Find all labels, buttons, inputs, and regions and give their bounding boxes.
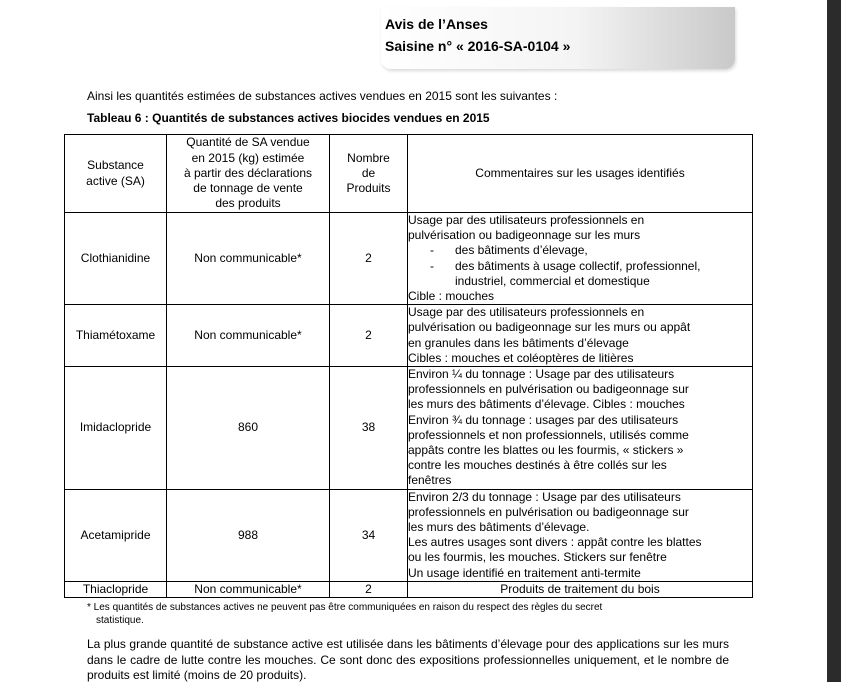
cell-substance: Acetamipride: [65, 489, 167, 581]
table-row: [65, 367, 753, 490]
table-footnote: * Les quantités de substances actives ne peuvent pas être communiquées en raison du respect des règles du secret statistique.: [87, 602, 603, 626]
header-comments: Commentaires sur les usages identifiés: [408, 135, 753, 213]
viewer-background-strip: [827, 0, 841, 682]
cell-substance: Thiaclopride: [65, 581, 167, 597]
cell-quantity: Non communicable*: [167, 581, 330, 597]
table-row: [65, 581, 753, 597]
cell-quantity: Non communicable*: [167, 305, 330, 367]
table-row: [65, 305, 753, 367]
body-paragraph: La plus grande quantité de substance active est utilisée dans les bâtiments d’élevage pour des applications sur les murs dans le cadre de lutte contre les mouches. Ce sont donc des expositions professionnelles uniquement, et le nombre de produits est limité (moins de 20 produits).: [87, 637, 729, 682]
cell-count: 2: [330, 581, 408, 597]
list-item-continuation: industriel, commercial et domestique: [455, 273, 650, 288]
table-header-row: [65, 135, 753, 213]
intro-text: Ainsi les quantités estimées de substances actives vendues en 2015 sont les suivantes :: [87, 89, 558, 103]
cell-quantity: 988: [167, 489, 330, 581]
list-item: - des bâtiments d’élevage,: [430, 243, 588, 258]
table-row: [65, 489, 753, 581]
cell-comment: Environ ¼ du tonnage : Usage par des utilisateurs professionnels en pulvérisation ou badigeonnage sur les murs des bâtiments d’élevage. Cibles : mouches Environ ¾ du tonnage : usages par des utilisateurs professionnels et non professionnels, utilisés comme appâts contre les blattes ou les fourmis, « stickers » contre les mouches destinés à être collés sur les fenêtres: [408, 367, 753, 490]
table-caption: Tableau 6 : Quantités de substances actives biocides vendues en 2015: [87, 111, 490, 125]
cell-count: 2: [330, 213, 408, 305]
cell-quantity: 860: [167, 367, 330, 490]
cell-substance: Imidaclopride: [65, 367, 167, 490]
cell-comment: Produits de traitement du bois: [408, 581, 753, 597]
header-substance: Substance active (SA): [65, 135, 167, 213]
header-box: [381, 7, 735, 69]
header-title: Avis de l’Anses: [385, 16, 488, 32]
cell-substance: Thiamétoxame: [65, 305, 167, 367]
cell-quantity: Non communicable*: [167, 213, 330, 305]
cell-count: 34: [330, 489, 408, 581]
cell-substance: Clothianidine: [65, 213, 167, 305]
cell-comment: Usage par des utilisateurs professionnels en pulvérisation ou badigeonnage sur les murs ou appât en granules dans les bâtiments d’élevage Cibles : mouches et coléoptères de litières: [408, 305, 753, 367]
cell-count: 2: [330, 305, 408, 367]
cell-comment: Environ 2/3 du tonnage : Usage par des utilisateurs professionnels en pulvérisation ou badigeonnage sur les murs des bâtiments d’élevage. Les autres usages sont divers : appât contre les blattes ou les fourmis, les mouches. Stickers sur fenêtre Un usage identifié en traitement anti-termite: [408, 489, 753, 581]
cell-count: 38: [330, 367, 408, 490]
table-row: [65, 213, 753, 305]
cell-comment: Usage par des utilisateurs professionnels en pulvérisation ou badigeonnage sur les murs - des bâtiments d’élevage, - des bâtiments à usage collectif, professionnel, industriel, commercial et domestique Cible : mouches: [408, 213, 753, 305]
header-count: Nombre de Produits: [330, 135, 408, 213]
header-reference: Saisine n° « 2016-SA-0104 »: [385, 38, 571, 54]
list-item: - des bâtiments à usage collectif, professionnel,: [430, 258, 701, 273]
header-quantity: Quantité de SA vendue en 2015 (kg) estimée à partir des déclarations de tonnage de vente des produits: [167, 135, 330, 213]
substances-table: [64, 134, 753, 598]
